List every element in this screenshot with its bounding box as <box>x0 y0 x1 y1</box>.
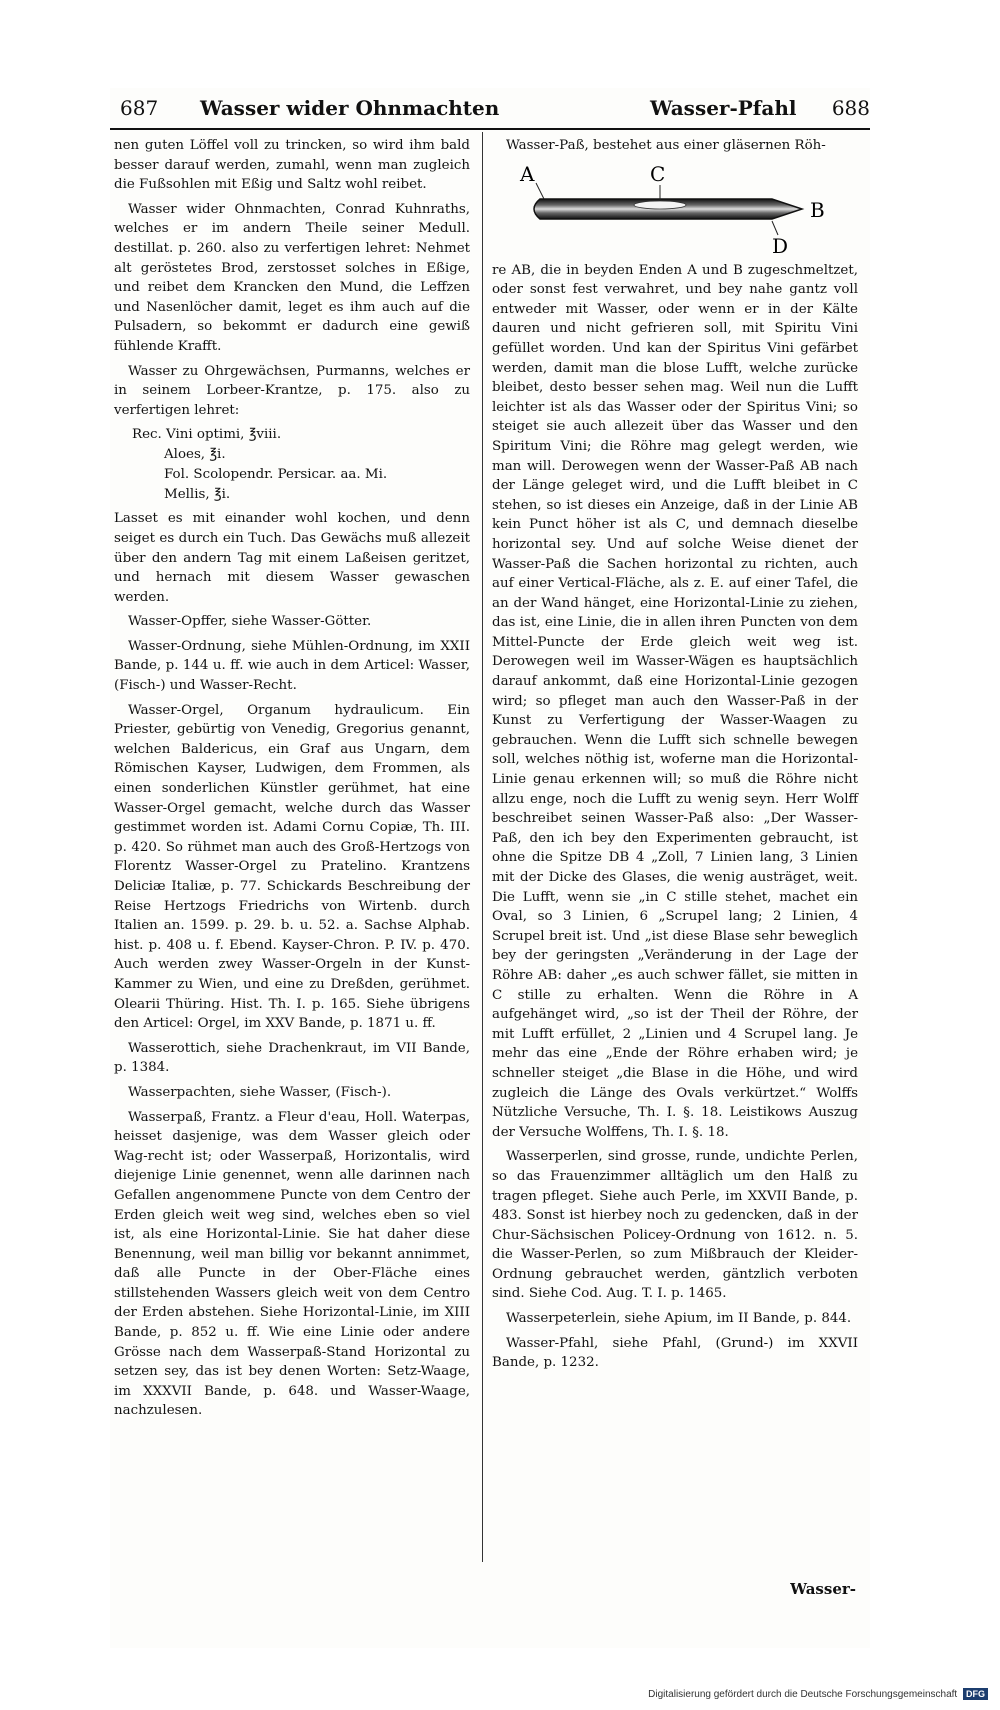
entry-wasserpachten: Wasserpachten, siehe Wasser, (Fisch-). <box>128 1084 392 1100</box>
pointer-a <box>536 183 544 199</box>
entry-wasser-pfahl: Wasser-Pfahl, siehe Pfahl, (Grund-) im XXVII Bande, p. 1232. <box>492 1335 858 1371</box>
label-b: B <box>810 197 825 222</box>
recipe-line: Fol. Scolopendr. Persicar. aa. Mi. <box>164 467 388 483</box>
entry-continuation: nen guten Löffel voll zu trincken, so wird ihm bald besser darauf werden, zumahl, wenn man zugleich die Fußsohlen mit Eßig und Saltz wohl reibet. <box>114 138 470 193</box>
label-c: C <box>650 161 666 186</box>
recipe-block <box>114 425 470 505</box>
recipe-line: Mellis, ℥i. <box>164 487 231 503</box>
digitization-footer <box>648 1688 988 1700</box>
page-header <box>110 88 870 130</box>
air-bubble <box>634 201 686 209</box>
book-page <box>110 88 870 1648</box>
entry-wasser-orgel: Wasser-Orgel, Organum hydraulicum. Ein Priester, gebürtig von Venedig, Gregorius genannt, welchen Baldericus, ein Graf aus Ungarn, dem Römischen Kayser, Ludwigen, dem Frommen, als einen sonderlichen Künstler gerühmet, hat eine Wasser-Orgel gemacht, welche durch das Wasser gestimmet worden ist. Adami Cornu Copiæ, Th. III. p. 420. So rühmet man auch des Groß-Hertzogs von Florentz Wasser-Orgel zu Pratelino. Krantzens Deliciæ Italiæ, p. 77. Schickards Beschreibung der Reise Hertzogs Friedrichs von Wirtenb. durch Italien an. 1599. p. 29. b. u. 52. a. Sachse Alphab. hist. p. 408 u. f. Ebend. Kayser-Chron. P. IV. p. 470. Auch werden zwey Wasser-Orgeln in der Kunst-Kammer zu Wien, und eine zu Dreßden, gerühmet. Olearii Thüring. Hist. Th. I. p. 165. Siehe übrigens den Articel: Orgel, im XXV Bande, p. 1871 u. ff. <box>114 702 470 1032</box>
recipe-line: Aloes, ℥i. <box>164 447 226 463</box>
page-number-right: 688 <box>831 96 870 120</box>
label-a: A <box>520 161 535 186</box>
entry-wasser-pass-body: re AB, die in beyden Enden A und B zugeschmeltzet, oder sonst fest verwahret, und bey nahe gantz voll entweder mit Wasser, oder wenn er in der Kälte dauren und nicht gefrieren soll, mit Spiritu Vini gefüllet worden. Und kan der Spiritus Vini gefärbet werden, damit man die blose Lufft, welche zurücke bleibet, desto besser sehen mag. Weil nun die Lufft leichter ist als das Wasser oder der Spiritus Vini; so steiget sie auch allezeit über das Wasser und den Spiritum Vini; die Röhre mag gelegt werden, wie man will. Derowegen wenn der Wasser-Paß AB nach der Länge geleget wird, und die Lufft bleibet in C stehen, so ist dieses ein Anzeige, daß in der Linie AB kein Punct höher ist als C, und demnach dieselbe horizontal sey. Und auf solche Weise dienet der Wasser-Paß die Sachen horizontal zu richten, auch auf einer Vertical-Fläche, als z. E. auf einer Tafel, die an der Wand hänget, eine Horizontal-Linie zu ziehen, das ist, eine Linie, die in allen ihren Puncten von dem Mittel-Puncte der Erde gleich weit weg ist. Derowegen weil im Wasser-Wägen es hauptsächlich darauf ankommt, daß eine Horizontal-Linie gezogen wird; so pfleget man auch den Wasser-Paß in der Kunst zu Verfertigung der Wasser-Waagen zu gebrauchen. Wenn die Lufft sich schnelle bewegen soll, welches nöthig ist, woferne man die Horizontal-Linie genau erkennen will; so muß die Röhre nicht allzu enge, noch die Lufft zu wenig seyn. Herr Wolff beschreibet seinen Wasser-Paß also: „Der Wasser-Paß, den ich bey den Experimenten gebraucht, ist ohne die Spitze DB 4 „Zoll, 7 Linien lang, 3 Linien mit der Dicke des Glases, die wenig austräget, weit. Die Lufft, wenn sie „in C stille stehet, machet ein Oval, so 3 Linien, 6 „Scrupel lang; 2 Linien, 4 Scrupel breit ist. Und „ist diese Blase sehr beweglich bey der geringsten „Veränderung in der Lage der Röhre AB: daher „es auch schwer fället, sie mitten in C stille zu erhalten. Wenn die Röhre in A aufgehänget wird, „so ist der Theil der Röhre, der mit Lufft erfüllet, 2 „Linien und 4 Scrupel lang. Je mehr das eine „Ende der Röhre erhaben wird; je schneller steiget „die Blase in die Höhe, und wird zugleich die Länge des Ovals verkürtzet.“ Wolffs Nützliche Versuche, Th. I. §. 18. Leistikows Auszug der Versuche Wolffens, Th. I. §. 18. <box>492 262 858 1140</box>
column-divider <box>482 132 483 1562</box>
entry-wasserpass: Wasserpaß, Frantz. a Fleur d'eau, Holl. Waterpas, heisset dasjenige, was dem Wasser gleich oder Wag-recht ist; oder Wasserpaß, Horizontalis, wird diejenige Linie genennet, wenn alle darinnen nach Gefallen angenommene Puncte von dem Centro der Erden gleich weit weg sind, welches eben so viel ist, als eine Horizontal-Linie. Sie hat daher diese Benennung, weil man billig vor bekannt annimmet, daß alle Puncte in der Ober-Fläche eines stillstehenden Wassers gleich weit von dem Centro der Erden abstehen. Siehe Horizontal-Linie, im XIII Bande, p. 852 u. ff. Wie eine Linie oder andere Grösse nach dem Wasserpaß-Stand Horizontal zu setzen sey, das ist bey denen Worten: Setz-Waage, im XXXVII Bande, p. 648. und Wasser-Waage, nachzulesen. <box>114 1109 470 1419</box>
label-d: D <box>772 233 789 257</box>
pointer-d <box>772 221 778 235</box>
entry-wasser-zu-ohrgewaechsen: Wasser zu Ohrgewächsen, Purmanns, welches er in seinem Lorbeer-Krantze, p. 175. also zu verfertigen lehret: <box>114 363 470 418</box>
entry-wasserottich: Wasserottich, siehe Drachenkraut, im VII Bande, p. 1384. <box>114 1040 470 1076</box>
spirit-level-diagram <box>510 161 840 257</box>
footer-text: Digitalisierung gefördert durch die Deutsche Forschungsgemeinschaft <box>648 1689 958 1700</box>
running-head-left: Wasser wider Ohnmachten <box>200 96 500 120</box>
left-column <box>114 136 470 1426</box>
entry-wasserperlen: Wasserperlen, sind grosse, runde, undichte Perlen, so das Frauenzimmer alltäglich um den Halß zu tragen pfleget. Siehe auch Perle, im XXVII Bande, p. 483. Sonst ist hierbey noch zu gedencken, daß in der Chur-Sächsischen Policey-Ordnung von 1612. n. 5. die Wasser-Perlen, so zum Mißbrauch der Kleider-Ordnung gebrauchet werden, gäntzlich verboten sind. Siehe Cod. Aug. T. I. p. 1465. <box>492 1149 858 1302</box>
entry-wasser-wider-ohnmachten: Wasser wider Ohnmachten, Conrad Kuhnraths, welches er im andern Theile seiner Medull. destillat. p. 260. also zu verfertigen lehret: Nehmet alt geröstetes Brod, zerstosset solches in Eßige, und reibet dem Krancken den Mund, die Leffzen und Nasenlöcher damit, leget es ihm auch auf die Pulsadern, so bekommt er dadurch eine gewiß fühlende Krafft. <box>114 201 470 354</box>
entry-wasser-pass-intro: Wasser-Paß, bestehet aus einer gläsernen Röh- <box>506 138 826 153</box>
entry-wasserpeterlein: Wasserpeterlein, siehe Apium, im II Bande, p. 844. <box>506 1311 852 1327</box>
page-number-left: 687 <box>120 96 159 120</box>
running-head-right: Wasser-Pfahl <box>650 96 797 120</box>
catchword: Wasser- <box>790 1580 856 1598</box>
recipe-line: Rec. Vini optimi, ℥viii. <box>132 427 282 443</box>
entry-wasser-ordnung: Wasser-Ordnung, siehe Mühlen-Ordnung, im XXII Bande, p. 144 u. ff. wie auch in dem Articel: Wasser, (Fisch-) und Wasser-Recht. <box>114 638 470 694</box>
entry-paragraph: Lasset es mit einander wohl kochen, und denn seiget es durch ein Tuch. Das Gewächs muß allezeit über den andern Tag mit einem Laßeisen geritzet, und hernach mit diesem Wasser gewaschen werden. <box>114 511 470 605</box>
dfg-logo: DFG <box>963 1688 988 1700</box>
entry-wasser-opffer: Wasser-Opffer, siehe Wasser-Götter. <box>128 614 372 630</box>
right-column <box>492 136 858 1378</box>
